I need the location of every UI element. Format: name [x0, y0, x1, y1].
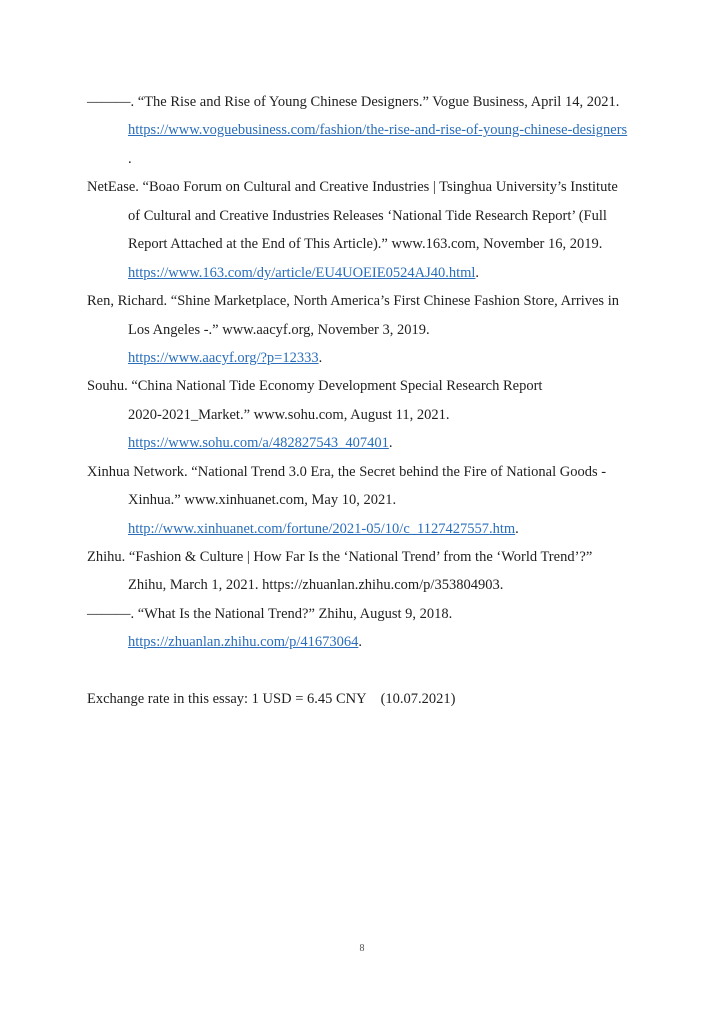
reference-text: of Cultural and Creative Industries Releases ‘National Tide Research Report’ (Full [128, 207, 607, 224]
reference-text: . [515, 520, 519, 537]
reference-text: . [475, 264, 480, 281]
reference-line [87, 173, 653, 201]
reference-text: Zhihu. “Fashion & Culture | How Far Is the ‘National Trend’ from the ‘World Trend’?” [87, 549, 593, 565]
reference-entry [87, 173, 653, 287]
reference-line [87, 571, 653, 599]
reference-line [87, 145, 653, 173]
reference-link[interactable]: https://www.163.com/dy/article/EU4UOEIE0524AJ40.html [128, 264, 476, 281]
reference-text: . [358, 634, 362, 651]
reference-line [87, 230, 653, 258]
reference-line [87, 486, 653, 514]
reference-line [87, 287, 653, 315]
reference-entry [87, 458, 653, 543]
reference-text: Xinhua.” www.xinhuanet.com, May 10, 2021. [128, 492, 397, 509]
reference-line [87, 628, 653, 656]
reference-link[interactable]: https://www.voguebusiness.com/fashion/the-rise-and-rise-of-young-chinese-designers [128, 122, 628, 139]
reference-line [87, 401, 653, 429]
reference-entry [87, 287, 653, 372]
reference-line [87, 344, 653, 372]
reference-text: Xinhua Network. “National Trend 3.0 Era, the Secret behind the Fire of National Goods - [87, 463, 607, 480]
reference-text: 2020-2021_Market.” www.sohu.com, August 11, 2021. [128, 406, 450, 423]
reference-entry [87, 543, 653, 600]
reference-text: . [388, 435, 393, 452]
references-list [87, 88, 653, 657]
reference-line [87, 543, 653, 571]
reference-entry [87, 88, 653, 173]
reference-text: Souhu. “China National Tide Economy Development Special Research Report [87, 378, 543, 395]
reference-line [87, 202, 653, 230]
reference-text: Zhihu, March 1, 2021. https://zhuanlan.zhihu.com/p/353804903. [128, 577, 504, 594]
page-number: 8 [359, 943, 365, 954]
reference-text: NetEase. “Boao Forum on Cultural and Creative Industries | Tsinghua University’s Institute [87, 179, 618, 196]
reference-link[interactable]: https://www.sohu.com/a/482827543_407401 [128, 435, 389, 452]
reference-link[interactable]: https://www.aacyf.org/?p=12333 [128, 349, 319, 366]
reference-line [87, 316, 653, 344]
reference-link[interactable]: https://zhuanlan.zhihu.com/p/41673064 [128, 634, 359, 651]
reference-line [87, 259, 653, 287]
reference-line [87, 600, 653, 628]
reference-text: . [318, 349, 323, 366]
reference-text: ———. “The Rise and Rise of Young Chinese Designers.” Vogue Business, April 14, 2021. [87, 94, 620, 110]
reference-text: . [128, 150, 132, 167]
reference-entry [87, 600, 653, 657]
reference-text: Los Angeles -.” www.aacyf.org, November 3, 2019. [128, 321, 430, 338]
reference-text: Report Attached at the End of This Article).” www.163.com, November 16, 2019. [128, 236, 603, 253]
reference-entry [87, 372, 653, 457]
reference-link[interactable]: http://www.xinhuanet.com/fortune/2021-05/10/c_1127427557.htm [128, 520, 516, 537]
reference-text: ———. “What Is the National Trend?” Zhihu, August 9, 2018. [87, 605, 453, 622]
reference-line [87, 429, 653, 457]
references-section [87, 88, 653, 714]
reference-line [87, 458, 653, 486]
reference-line [87, 116, 653, 144]
reference-line [87, 515, 653, 543]
exchange-rate-note: Exchange rate in this essay: 1 USD = 6.45 CNY (10.07.2021) [87, 691, 456, 708]
reference-text: Ren, Richard. “Shine Marketplace, North America’s First Chinese Fashion Store, Arrives in [87, 293, 619, 310]
reference-line [87, 88, 653, 116]
reference-line [87, 372, 653, 400]
